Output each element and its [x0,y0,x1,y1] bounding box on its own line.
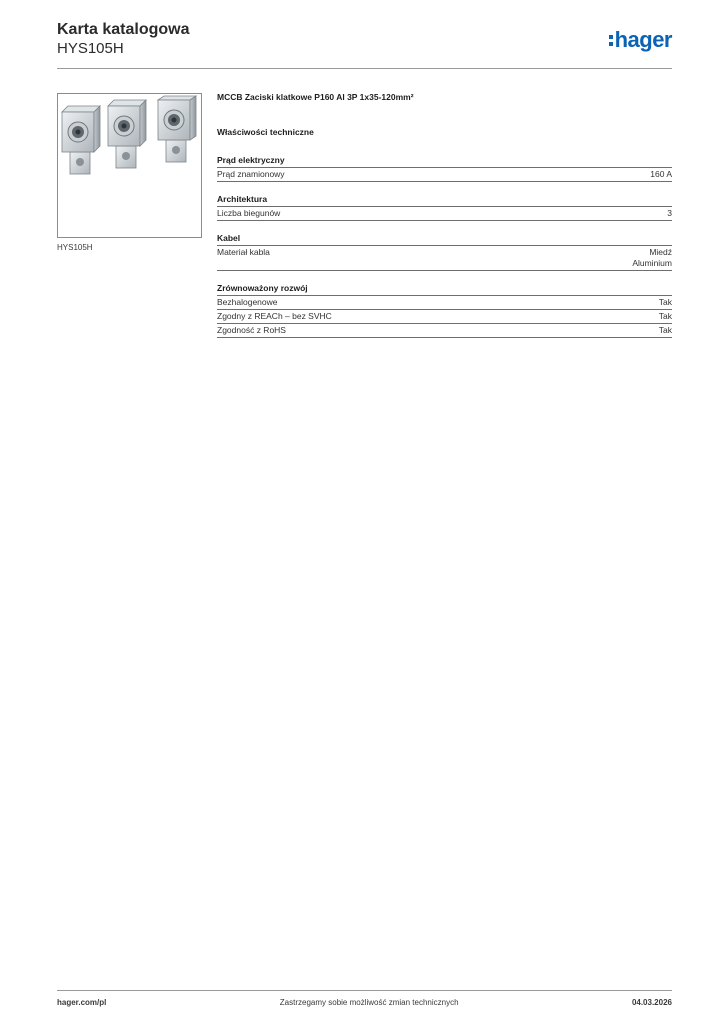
spec-group-title: Prąd elektryczny [217,154,672,168]
spec-label: Bezhalogenowe [217,297,278,307]
spec-panel [217,92,672,349]
spec-group-title: Zrównoważony rozwój [217,282,672,296]
spec-row [217,324,672,338]
footer-website-link[interactable]: hager.com/pl [57,998,107,1007]
spec-group-current [217,154,672,182]
spec-row [217,168,672,182]
spec-group-title: Architektura [217,193,672,207]
spec-group-architecture [217,193,672,221]
product-code: HYS105H [57,40,124,57]
spec-group-cable [217,232,672,271]
footer-divider [57,990,672,991]
footer-notice: Zastrzegamy sobie możliwość zmian technicznych [279,998,459,1007]
spec-label: Zgodność z RoHS [217,325,286,335]
logo-dots-icon [609,35,613,46]
spec-value: 160 A [650,169,672,179]
technical-properties-heading: Właściwości techniczne [217,127,314,137]
spec-row [217,296,672,310]
spec-group-sustainability [217,282,672,338]
spec-row [217,310,672,324]
hager-logo [609,28,672,52]
spec-value: Tak [658,325,672,335]
spec-row [217,246,672,271]
spec-value: Tak [658,311,672,321]
spec-value: Miedź Aluminium [632,247,672,268]
logo-text: hager [614,27,672,52]
spec-label: Materiał kabla [217,247,270,257]
page-footer [57,998,672,1007]
page-header [57,20,672,58]
product-name: MCCB Zaciski klatkowe P160 Al 3P 1x35-120mm² [217,92,414,102]
spec-group-title: Kabel [217,232,672,246]
footer-date: 04.03.2026 [631,998,672,1007]
header-divider [57,68,672,69]
spec-value: 3 [667,208,672,218]
spec-label: Zgodny z REACh – bez SVHC [217,311,332,321]
product-image [57,93,202,238]
spec-row [217,207,672,221]
spec-label: Prąd znamionowy [217,169,285,179]
cage-terminals-icon [58,94,201,237]
spec-label: Liczba biegunów [217,208,281,218]
document-title: Karta katalogowa [57,21,190,38]
spec-value: Tak [658,297,672,307]
image-caption: HYS105H [57,243,93,252]
